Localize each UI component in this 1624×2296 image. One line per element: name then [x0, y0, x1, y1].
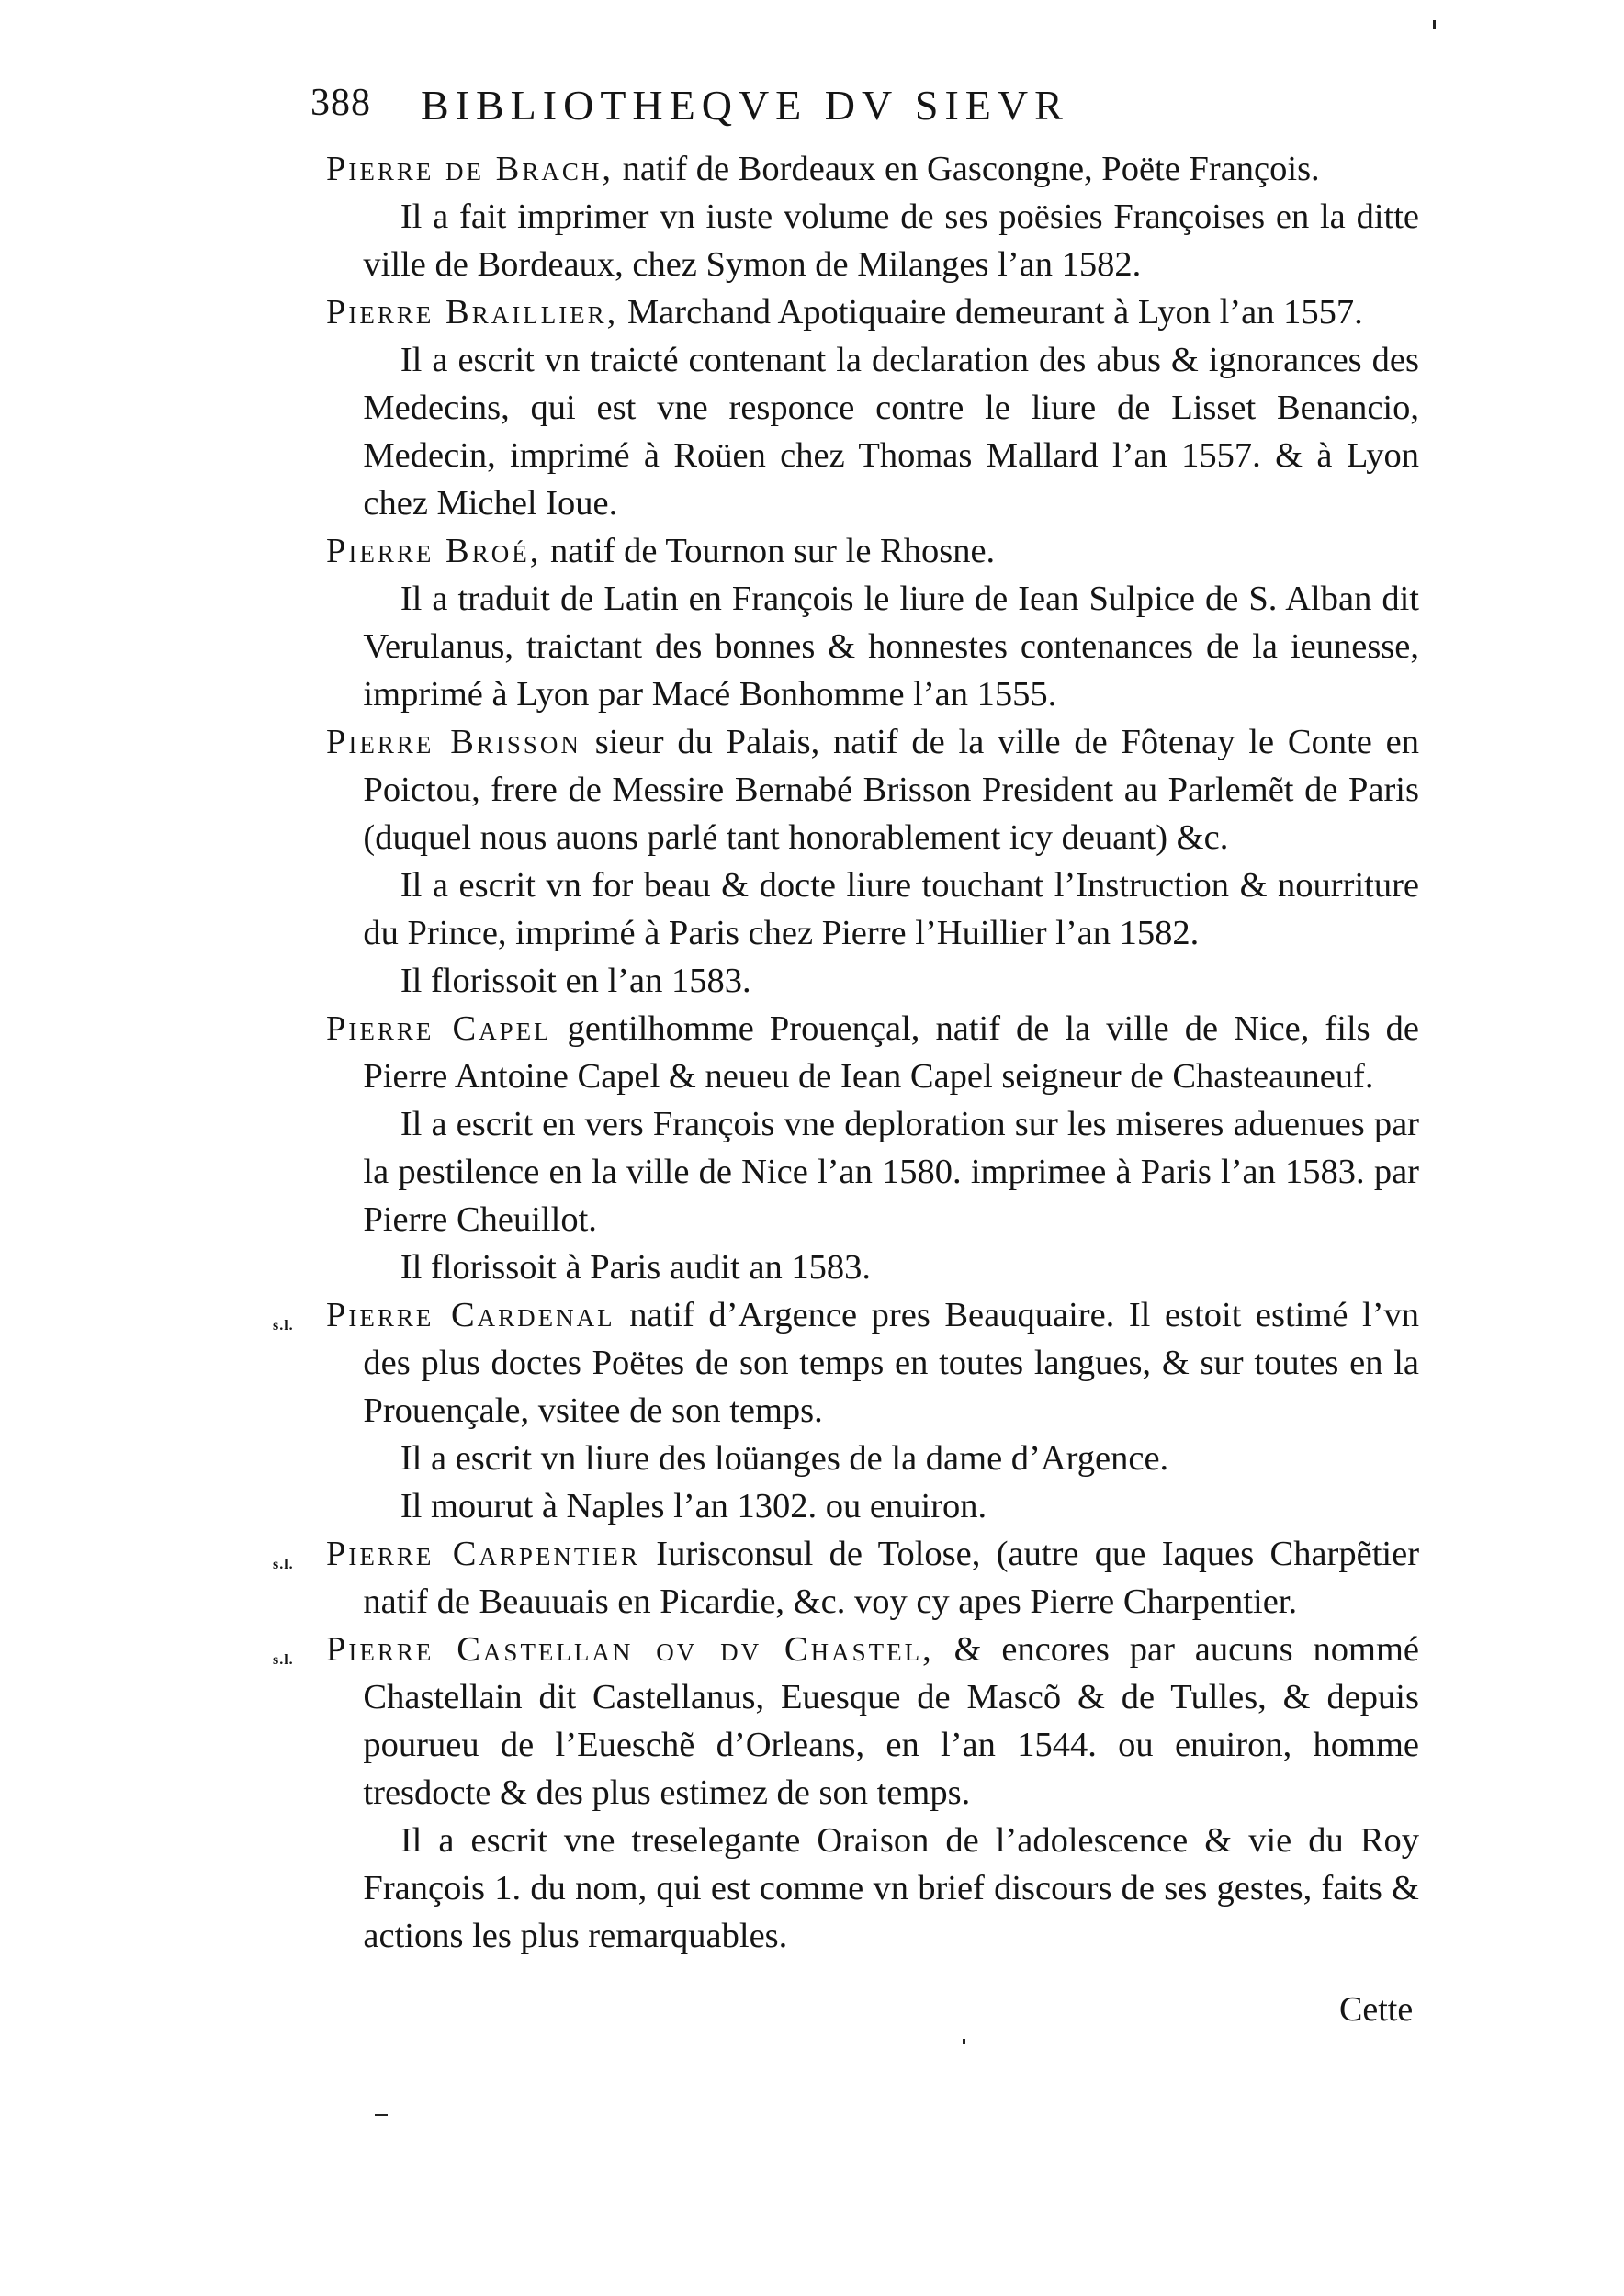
author-name: Pierre Cardenal — [326, 1296, 615, 1334]
entry-paragraph: Il a traduit de Latin en François le liure de Iean Sulpice de S. Alban dit Verulanus, traictant des bonnes & honnestes contenances de la ieunesse, imprimé à Lyon par Macé Bonhomme l’an 1555. — [363, 580, 1419, 714]
entry-paragraph: Il florissoit à Paris audit an 1583. — [400, 1248, 872, 1287]
entry-description: & encores par aucuns nommé Chastellain dit Castellanus, Euesque de Mascõ & de Tulles, & depuis pourueu de l’Eueschẽ d’Orleans, en l’an 1544. ou enuiron, homme tresdocte & des plus estimez de son temps. — [363, 1630, 1419, 1812]
entry — [326, 718, 1419, 1005]
page-header — [310, 81, 1266, 136]
entry — [273, 1626, 1419, 1960]
page-number: 388 — [310, 82, 371, 124]
entry-description: Marchand Apotiquaire demeurant à Lyon l’an 1557. — [626, 293, 1363, 332]
entry — [273, 1291, 1420, 1530]
entry-paragraph: Il a escrit vn liure des loüanges de la dame d’Argence. — [400, 1439, 1169, 1478]
entry-heading — [326, 1626, 1419, 1817]
entry-paragraph: Il mourut à Naples l’an 1302. ou enuiron. — [400, 1487, 987, 1525]
entry-heading — [326, 527, 1419, 575]
author-name: Pierre Braillier, — [326, 293, 619, 332]
entry-paragraph: Il a escrit vne treselegante Oraison de l’adolescence & vie du Roy François 1. du nom, qui est comme vn brief discours de ses gestes, faits & actions les plus remarquables. — [363, 1821, 1419, 1955]
author-name: Pierre Broé, — [326, 532, 542, 570]
ink-speck — [1433, 20, 1436, 29]
margin-note: s.l. — [273, 1557, 294, 1572]
author-name: Pierre Capel — [326, 1009, 552, 1048]
author-name: Pierre Carpentier — [326, 1535, 640, 1573]
author-name: Pierre Brisson — [326, 723, 581, 761]
author-name: Pierre Castellan ov dv Chastel, — [326, 1630, 934, 1669]
body-text — [273, 145, 1420, 1960]
entry-paragraph: Il a fait imprimer vn iuste volume de ses poësies Françoises en la ditte ville de Bordeaux, chez Symon de Milanges l’an 1582. — [363, 197, 1419, 284]
entry-heading — [326, 718, 1419, 861]
entry-description: sieur du Palais, natif de la ville de Fôtenay le Conte en Poictou, frere de Messire Bernabé Brisson President au Parlemẽt de Paris (duquel nous auons parlé tant honorablement icy deuant) &c. — [363, 723, 1420, 857]
margin-note: s.l. — [273, 1652, 294, 1668]
entry — [326, 145, 1419, 288]
author-name: Pierre de Brach, — [326, 150, 614, 188]
ink-speck — [375, 2114, 388, 2116]
entry-heading — [326, 1005, 1419, 1100]
entry-description: Iurisconsul de Tolose, (autre que Iaques Charpẽtier natif de Beauuais en Picardie, &c. voy cy apes Pierre Charpentier. — [363, 1535, 1420, 1621]
catchword: Cette — [1339, 1990, 1414, 2029]
margin-note: s.l. — [273, 1318, 294, 1334]
entry-description: gentilhomme Prouençal, natif de la ville de Nice, fils de Pierre Antoine Capel & neueu de Iean Capel seigneur de Chasteauneuf. — [363, 1009, 1419, 1096]
entry-description: natif de Tournon sur le Rhosne. — [549, 532, 996, 570]
entry — [273, 1530, 1420, 1626]
entry-description: natif de Bordeaux en Gascongne, Poëte François. — [622, 150, 1320, 188]
entry — [326, 527, 1419, 718]
entry-paragraph: Il florissoit en l’an 1583. — [400, 962, 751, 1000]
entry-description: natif d’Argence pres Beauquaire. Il estoit estimé l’vn des plus doctes Poëtes de son temps en toutes langues, & sur toutes en la Prouençale, vsitee de son temps. — [363, 1296, 1420, 1430]
entry-paragraph: Il a escrit vn traicté contenant la declaration des abus & ignorances des Medecins, qui est vne responce contre le liure de Lisset Benancio, Medecin, imprimé à Roüen chez Thomas Mallard l’an 1557. & à Lyon chez Michel Ioue. — [363, 341, 1419, 523]
entry-heading — [326, 145, 1419, 193]
entry-heading — [326, 1291, 1419, 1435]
entry-paragraph: Il a escrit en vers François vne deploration sur les miseres aduenues par la pestilence en la ville de Nice l’an 1580. imprimee à Paris l’an 1583. par Pierre Cheuillot. — [363, 1105, 1419, 1239]
running-head: BIBLIOTHEQVE DV SIEVR — [421, 82, 1069, 129]
entry — [326, 1005, 1419, 1291]
entry-paragraph: Il a escrit vn for beau & docte liure touchant l’Instruction & nourriture du Prince, imprimé à Paris chez Pierre l’Huillier l’an 1582. — [363, 866, 1419, 952]
entry-heading — [326, 1530, 1419, 1626]
ink-speck — [963, 2039, 965, 2044]
entry — [326, 288, 1419, 527]
entry-heading — [326, 288, 1419, 336]
